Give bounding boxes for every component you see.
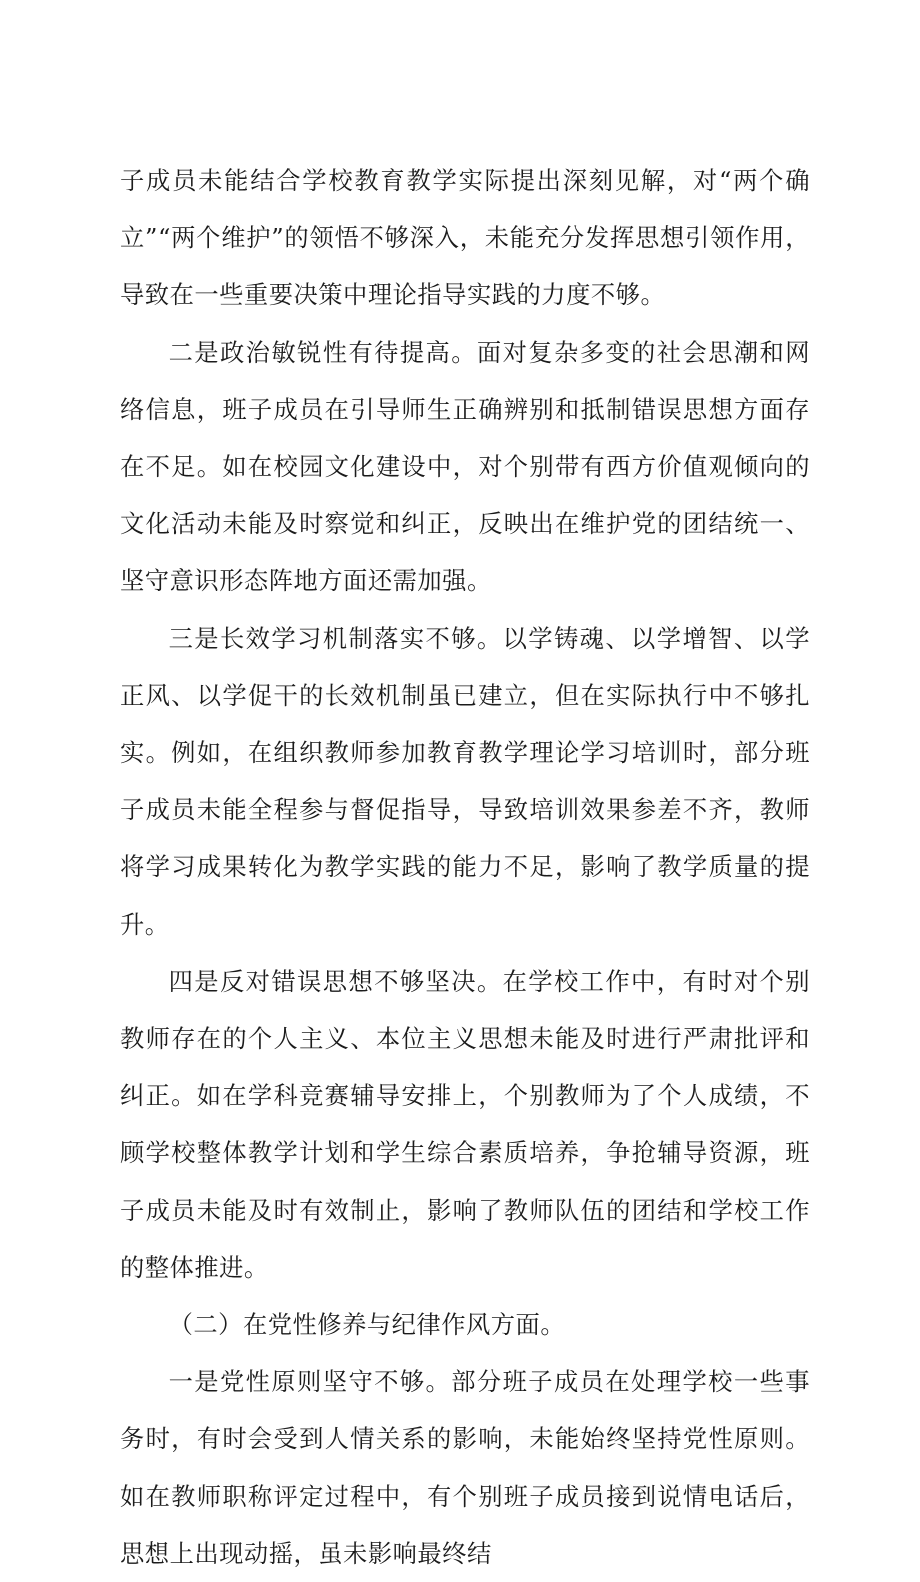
document-body bbox=[120, 152, 810, 1582]
paragraph-section-two-heading: （二）在党性修养与纪律作风方面。 bbox=[168, 1310, 566, 1340]
paragraph-item-four-oppose-wrong-thinking: 四是反对错误思想不够坚决。在学校工作中，有时对个别教师存在的个人主义、本位主义思想未能及时进行严肃批评和纠正。如在学科竞赛辅导安排上，个别教师为了个人成绩，不顾学校整体教学计划和学生综合素质培养，争抢辅导资源，班子成员未能及时有效制止，影响了教师队伍的团结和学校工作的整体推进。 bbox=[120, 966, 810, 1282]
paragraph-item-three-learning-mechanism: 三是长效学习机制落实不够。以学铸魂、以学增智、以学正风、以学促干的长效机制虽已建立，但在实际执行中不够扎实。例如，在组织教师参加教育教学理论学习培训时，部分班子成员未能全程参与督促指导，导致培训效果参差不齐，教师将学习成果转化为教学实践的能力不足，影响了教学质量的提升。 bbox=[120, 623, 810, 939]
paragraph-item-one-party-spirit: 一是党性原则坚守不够。部分班子成员在处理学校一些事务时，有时会受到人情关系的影响，未能始终坚持党性原则。如在教师职称评定过程中，有个别班子成员接到说情电话后，思想上出现动摇，虽未影响最终结 bbox=[120, 1367, 810, 1568]
paragraph-item-two-political-acuity: 二是政治敏锐性有待提高。面对复杂多变的社会思潮和网络信息，班子成员在引导师生正确辨别和抵制错误思想方面存在不足。如在校园文化建设中，对个别带有西方价值观倾向的文化活动未能及时察觉和纠正，反映出在维护党的团结统一、坚守意识形态阵地方面还需加强。 bbox=[120, 337, 810, 596]
paragraph-continued-opening: 子成员未能结合学校教育教学实际提出深刻见解，对“两个确立”“两个维护”的领悟不够深入，未能充分发挥思想引领作用，导致在一些重要决策中理论指导实践的力度不够。 bbox=[120, 166, 810, 310]
